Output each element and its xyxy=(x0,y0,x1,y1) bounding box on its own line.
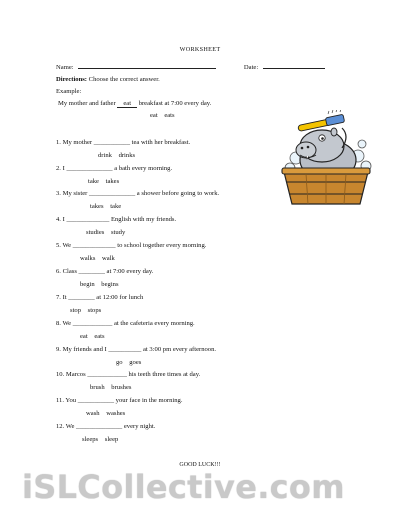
question-6-options: begin begins xyxy=(80,281,119,288)
header-row xyxy=(56,62,356,72)
question-9-options: go goes xyxy=(116,359,142,366)
question-3: 3. My sister ______________ a shower before going to work. xyxy=(56,190,220,197)
question-5: 5. We _____________ to school together every morning. xyxy=(56,242,207,249)
question-12: 12. We ______________ every night. xyxy=(56,423,156,430)
date-blank[interactable] xyxy=(263,62,325,69)
directions-text: Choose the correct answer. xyxy=(88,76,160,83)
question-2: 2. I ______________ a bath every morning. xyxy=(56,165,173,172)
watermark-logo: iSLCollective.com xyxy=(22,468,345,506)
question-9: 9. My friends and I __________ at 3:00 pm every afternoon. xyxy=(56,346,217,353)
question-4-options: studies study xyxy=(86,229,126,236)
question-11: 11. You ___________ your face in the morning. xyxy=(56,397,183,404)
question-4: 4. I _____________ English with my friends. xyxy=(56,216,177,223)
name-label: Name: xyxy=(56,64,74,71)
question-5-options: walks walk xyxy=(80,255,115,262)
question-7: 7. It ________ at 12:00 for lunch xyxy=(56,294,144,301)
directions xyxy=(56,76,160,83)
question-10: 10. Marcos ____________ his teeth three times at day. xyxy=(56,371,201,378)
worksheet-title: WORKSHEET xyxy=(179,46,221,53)
question-10-options: brush brushes xyxy=(90,384,132,391)
hippo-bath-illustration xyxy=(276,110,376,210)
example-answer: eat xyxy=(117,100,137,108)
date-label: Date: xyxy=(243,64,259,71)
question-2-options: take takes xyxy=(88,178,120,185)
example-label: Example: xyxy=(56,88,82,95)
example-sentence-after: breakfast at 7:00 every day. xyxy=(138,100,212,107)
question-11-options: wash washes xyxy=(86,410,126,417)
question-8: 8. We ____________ at the cafeteria every morning. xyxy=(56,320,195,327)
example-sentence xyxy=(58,100,211,108)
directions-label: Directions: xyxy=(56,76,88,83)
example-options: eat eats xyxy=(150,112,175,119)
question-1-options: drink drinks xyxy=(98,152,136,159)
question-8-options: eat eats xyxy=(80,333,105,340)
question-12-options: sleeps sleep xyxy=(82,436,119,443)
question-1: 1. My mother ___________ tea with her breakfast. xyxy=(56,139,191,146)
example-sentence-before: My mother and father xyxy=(58,100,116,107)
question-6: 6. Class ________ at 7:00 every day. xyxy=(56,268,154,275)
question-7-options: stop stops xyxy=(70,307,102,314)
question-3-options: takes take xyxy=(90,203,122,210)
name-blank[interactable] xyxy=(78,62,216,69)
good-luck-text: GOOD LUCK!!! xyxy=(179,462,221,468)
